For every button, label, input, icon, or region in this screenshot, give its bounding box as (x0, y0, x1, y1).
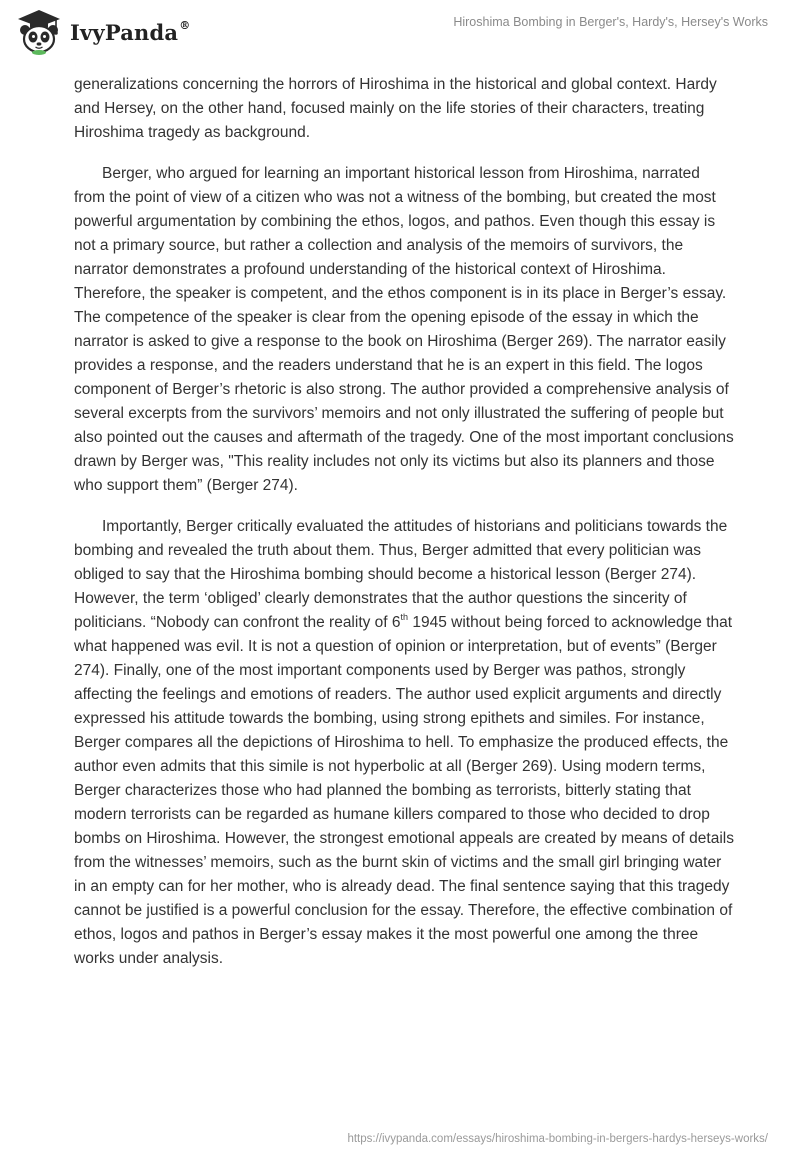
ordinal-suffix: th (400, 611, 409, 622)
source-url[interactable]: https://ivypanda.com/essays/hiroshima-bombing-in-bergers-hardys-herseys-works/ (347, 1133, 768, 1145)
ivypanda-logo[interactable] (14, 8, 204, 56)
logo-wordmark (70, 20, 190, 45)
paragraph-berger-ethos-logos: Berger, who argued for learning an important historical lesson from Hiroshima, narrated from the point of view of a citizen who was not a witness of the bombing, but created the most powerful argumentation by combining the ethos, logos, and pathos. Even though this essay is not a primary source, but rather a collection and analysis of the memoirs of survivors, the narrator demonstrates a profound understanding of the historical context of Hiroshima. Therefore, the speaker is competent, and the ethos component is in its place in Berger’s essay. The competence of the speaker is clear from the opening episode of the essay in which the narrator is asked to give a response to the book on Hiroshima (Berger 269). The narrator easily provides a response, and the readers understand that he is an expert in this field. The logos component of Berger’s rhetoric is also strong. The author provided a comprehensive analysis of several excerpts from the survivors’ memoirs and not only illustrated the suffering of people but also pointed out the causes and aftermath of the tragedy. One of the most important conclusions drawn by Berger was, "This reality includes not only its victims but also its planners and those who support them” (Berger 274). (74, 165, 734, 494)
paragraph-continuation: generalizations concerning the horrors of Hiroshima in the historical and global context. Hardy and Hersey, on the other hand, focused mainly on the life stories of their characters, treating Hiroshima tragedy as background. (74, 76, 717, 141)
page-header (0, 0, 800, 64)
registered-mark: ® (179, 18, 191, 32)
brand-name: IvyPanda (70, 19, 179, 45)
panda-graduate-icon (14, 8, 64, 56)
paragraph-berger-pathos (74, 515, 734, 971)
paragraph-text-part: 1945 without being forced to acknowledge that what happened was evil. It is not a question of opinion or interpretation, but of events” (Berger 274). Finally, one of the most important components used by Berger was pathos, strongly affecting the feelings and emotions of readers. The author used explicit arguments and directly expressed his attitude towards the bombing, using strong epithets and similes. For instance, Berger compares all the depictions of Hiroshima to hell. To emphasize the produced effects, the author even admits that this simile is not hyperbolic at all (Berger 269). Using modern terms, Berger characterizes those who had planned the bombing as terrorists, bitterly stating that modern terrorists can be regarded as humane killers compared to those who decided to drop bombs on Hiroshima. However, the strongest emotional appeals are created by means of details from the witnesses’ memoirs, such as the burnt skin of victims and the small girl bringing water in an empty can for her mother, who is already dead. The final sentence saying that this tragedy cannot be justified is a powerful conclusion for the essay. Therefore, the effective combination of ethos, logos and pathos in Berger’s essay makes it the most powerful one among the three works under analysis. (74, 614, 734, 967)
paragraph-text-part: Importantly, Berger critically evaluated the attitudes of historians and politicians towards the bombing and revealed the truth about them. Thus, Berger admitted that every politician was obliged to say that the Hiroshima bombing should become a historical lesson (Berger 274). However, the term ‘obliged’ clearly demonstrates that the author questions the sincerity of politicians. “Nobody can confront the reality of 6 (74, 518, 728, 631)
essay-body (74, 73, 734, 988)
document-title: Hiroshima Bombing in Berger's, Hardy's, Hersey's Works (453, 15, 768, 29)
